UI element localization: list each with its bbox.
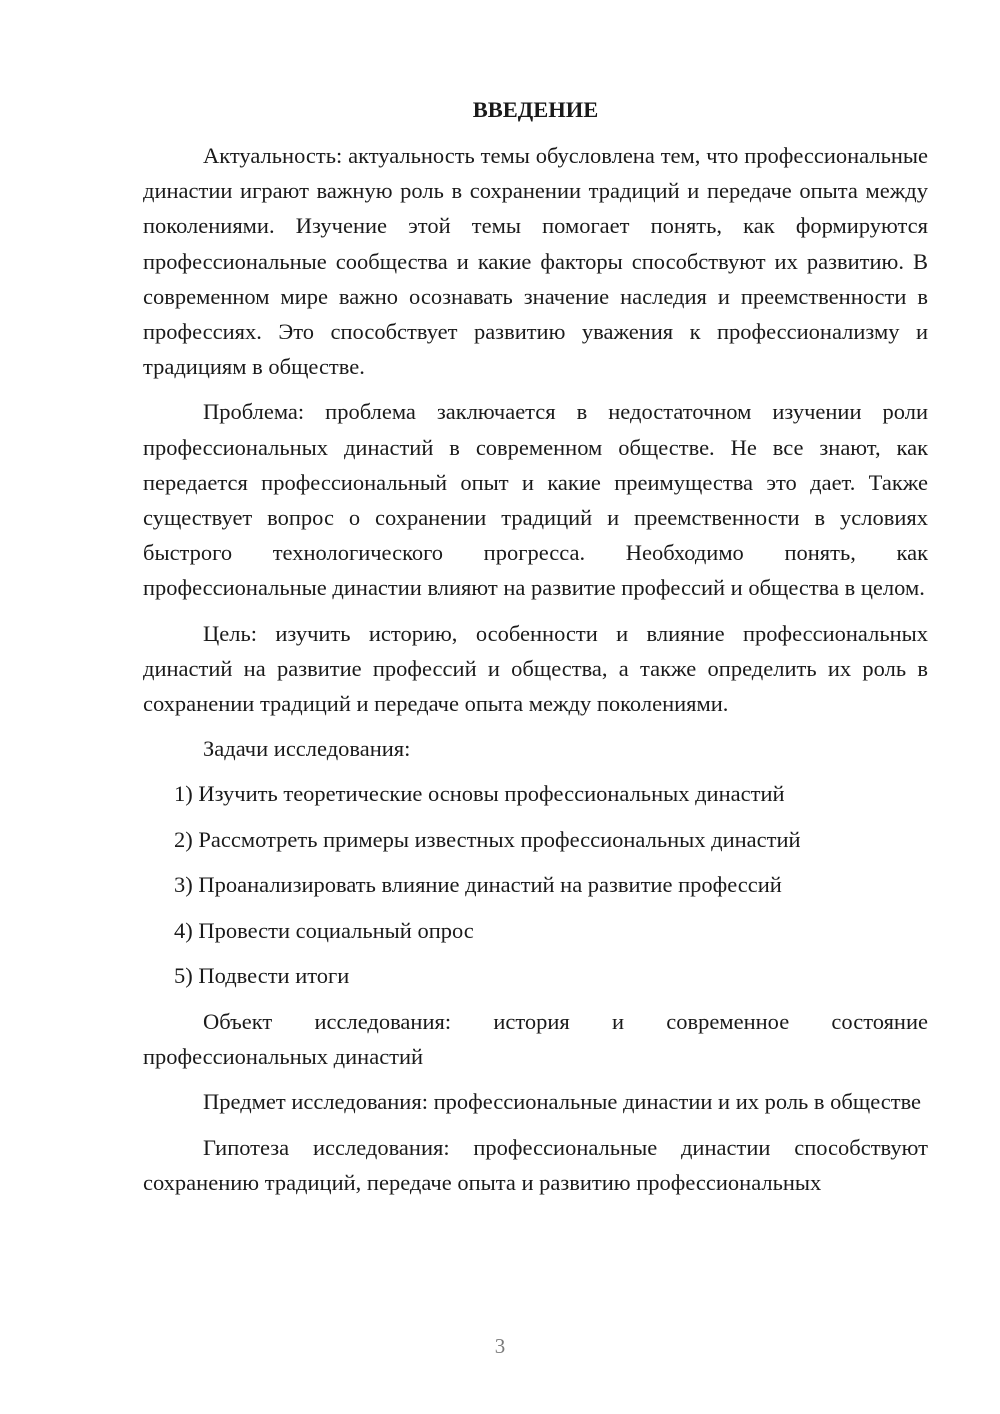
paragraph-problem: Проблема: проблема заключается в недостаточном изучении роли профессиональных династий в современном обществе. Не все знают, как передается профессиональный опыт и какие преимущества это дает. Также существует вопрос о сохранении традиций и преемственности в условиях быстрого технологического прогресса. Необходимо понять, как профессиональные династии влияют на развитие профессий и общества в целом.	[143, 399, 928, 601]
page-number: 3	[494, 1334, 506, 1358]
paragraph-goal: Цель: изучить историю, особенности и влияние профессиональных династий на развитие профессий и общества, а также определить их роль в сохранении традиций и передаче опыта между поколениями.	[143, 620, 928, 717]
task-item: 2) Рассмотреть примеры известных профессиональных династий	[174, 826, 801, 852]
task-item: 4) Провести социальный опрос	[174, 917, 474, 943]
tasks-list	[143, 776, 928, 993]
page-title: ВВЕДЕНИЕ	[472, 97, 599, 122]
page-content	[143, 92, 928, 1210]
task-item: 1) Изучить теоретические основы профессиональных династий	[174, 781, 785, 807]
paragraph-relevance: Актуальность: актуальность темы обусловлена тем, что профессиональные династии играют важную роль в сохранении традиций и передаче опыта между поколениями. Изучение этой темы помогает понять, как формируются профессиональные сообщества и какие факторы способствуют их развитию. В современном мире важно осознавать значение наследия и преемственности в профессиях. Это способствует развитию уважения к профессионализму и традициям в обществе.	[143, 143, 928, 380]
paragraph-subject: Предмет исследования: профессиональные династии и их роль в обществе	[203, 1089, 922, 1115]
tasks-heading: Задачи исследования:	[203, 736, 411, 762]
paragraph-object: Объект исследования: история и современное состояние профессиональных династий	[143, 1008, 928, 1070]
task-item: 5) Подвести итоги	[174, 963, 350, 989]
task-item: 3) Проанализировать влияние династий на развитие профессий	[174, 872, 782, 898]
paragraph-hypothesis: Гипотеза исследования: профессиональные династии способствуют сохранению традиций, передаче опыта и развитию профессиональных	[143, 1134, 928, 1195]
